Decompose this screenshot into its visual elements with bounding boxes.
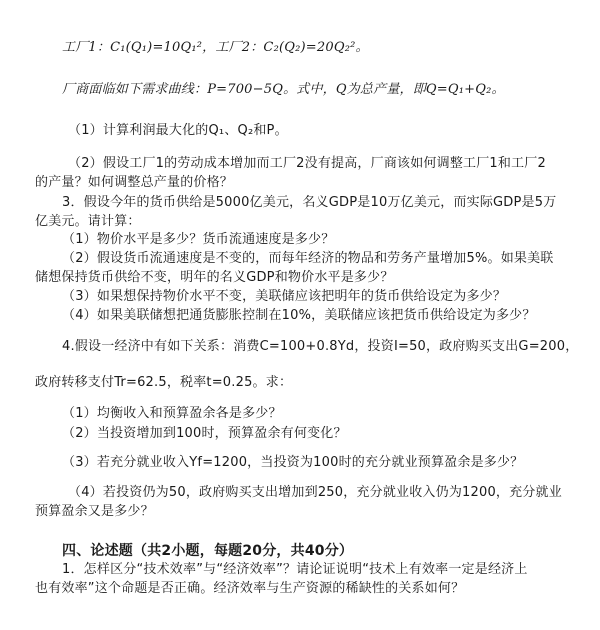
question-4-3: （3）若充分就业收入Yf=1200，当投资为100时的充分就业预算盈余是多少？ — [62, 455, 524, 470]
question-4-4-cont: 预算盈余又是多少？ — [35, 504, 154, 519]
question-2-1: （1）计算利润最大化的Q₁、Q₂和P。 — [68, 123, 288, 138]
question-4-cont: 政府转移支付Tr=62.5，税率t=0.25。求： — [35, 375, 293, 390]
question-3-2: （2）假设货币流通速度是不变的，而每年经济的物品和劳务产量增加5%。如果美联 — [62, 251, 554, 266]
question-4-2: （2）当投资增加到100时，预算盈余有何变化？ — [62, 426, 347, 441]
essay-question-1: 1．怎样区分“技术效率”与“经济效率”？请论证说明“技术上有效率一定是经济上 — [62, 562, 528, 577]
question-3: 3．假设今年的货币供给是5000亿美元，名义GDP是10万亿美元，而实际GDP是5万 — [62, 195, 557, 210]
demand-curve-line: 厂商面临如下需求曲线：P=700−5Q。式中，Q为总产量，即Q=Q₁+Q₂。 — [62, 82, 505, 97]
question-3-3: （3）如果想保持物价水平不变，美联储应该把明年的货币供给设定为多少？ — [62, 289, 507, 304]
question-2-2: （2）假设工厂1的劳动成本增加而工厂2没有提高，厂商该如何调整工厂1和工厂2 — [68, 156, 546, 171]
question-4: 4.假设一经济中有如下关系：消费C=100+0.8Yd，投资I=50，政府购买支出G=200， — [62, 339, 579, 354]
question-3-1: （1）物价水平是多少？货币流通速度是多少？ — [62, 232, 335, 247]
question-3-cont: 亿美元。请计算： — [35, 214, 141, 229]
section-heading: 四、论述题（共2小题，每题20分，共40分） — [62, 543, 354, 559]
question-3-2-cont: 储想保持货币供给不变，明年的名义GDP和物价水平是多少？ — [35, 270, 394, 285]
question-4-4: （4）若投资仍为50，政府购买支出增加到250，充分就业收入仍为1200，充分就业 — [68, 485, 562, 500]
essay-question-1-cont: 也有效率”这个命题是否正确。经济效率与生产资源的稀缺性的关系如何？ — [35, 581, 465, 596]
question-2-2-cont: 的产量？如何调整总产量的价格？ — [35, 175, 234, 190]
cost-functions-line: 工厂1：C₁(Q₁)=10Q₁²，工厂2：C₂(Q₂)=20Q₂²。 — [62, 40, 369, 55]
question-3-4: （4）如果美联储想把通货膨胀控制在10%，美联储应该把货币供给设定为多少？ — [62, 308, 536, 323]
question-4-1: （1）均衡收入和预算盈余各是多少？ — [62, 406, 282, 421]
